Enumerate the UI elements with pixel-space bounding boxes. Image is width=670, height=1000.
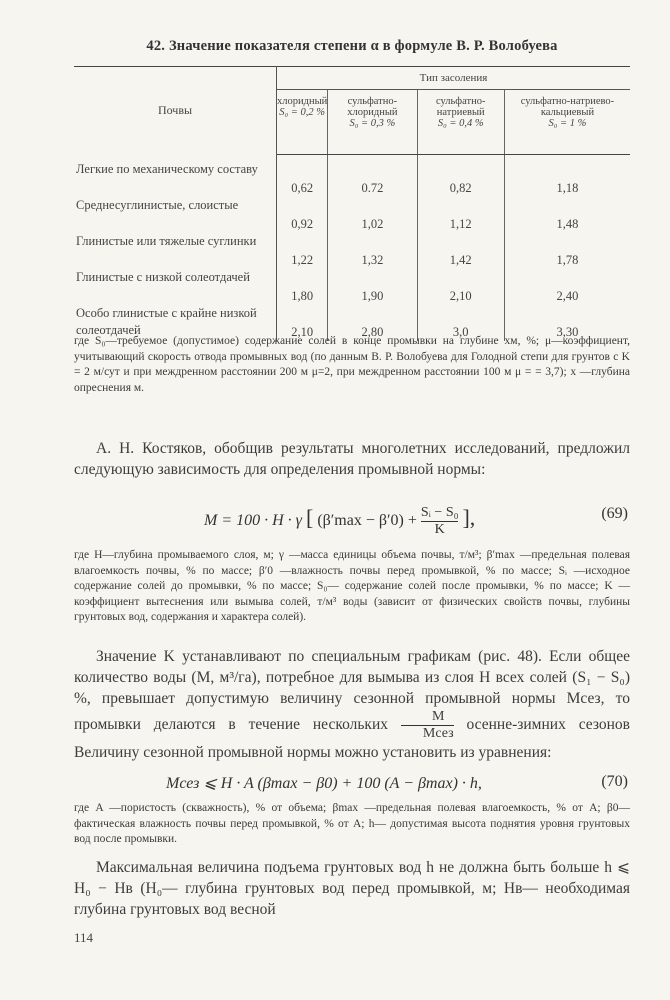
col-header: сульфатно-хлоридный S₀ = 0,3 % (328, 90, 417, 155)
table-row: Глинистые или тяжелые суглинки 1,22 1,32 1,42 1,78 (76, 234, 579, 267)
table-title: 42. Значение показателя степени α в формуле В. Р. Волобуева (146, 38, 558, 54)
formula-69-legend: где H—глубина промываемого слоя, м; γ —масса единицы объема почвы, т/м³; β′max —предельная полевая влагоемкость почвы, % по массе; β′0 —влажность почвы перед промывкой, % по массе; Sᵢ —исходное содержание солей до промывки, % по массе; S₀— содержание солей после промывки, % по массе; K — коэффициент вытеснения или вымыва солей, т/м³ воды (зависит от физических свойств почвы, глубины грунтовых вод, содержания и характера солей). (74, 549, 630, 624)
formula-69: M = 100 · H · γ [ (β′max − β′0) + $\frac{\text{Sᵢ − S₀}}{K}$ ], (69) (204, 505, 628, 537)
col-header: сульфатно-натриевый S₀ = 0,4 % (417, 90, 504, 155)
alpha-table (74, 66, 630, 341)
paragraph-groundwater: Максимальная величина подъема грунтовых вод h не должна быть больше h ⩽ H₀ − Hв (H₀— глубина грунтовых вод перед промывкой, м; Hв— необходимая глубина грунтовых вод весной (74, 859, 630, 918)
header-salinity-type: Тип засоления (277, 67, 631, 90)
paragraph-k-value: Значение K устанавливают по специальным графикам (рис. 48). Если общее количество воды (M, м³/га), потребное для вымыва из слоя H всех солей (S₁ − S₀) %, превышает допустимую величину сезонной промывной нормы Mсез, то промывки делаются в течение нескольких $\frac{M}{\text{Mсез}}$ осенне-зимних сезонов Величину сезонной промывной нормы можно установить из уравнения: (74, 648, 630, 761)
table-footnote: где S₀—требуемое (допустимое) содержание солей в конце промывки на глубине xм, %; μ—коэффициент, учитывающий скорость отвода промывных вод (по данным В. Р. Волобуева для Голодной степи для грунтов с K = 2 м/сут и при междренном расстоянии 200 м μ=2, при междренном расстоянии 100 м μ = = 3,7); x —глубина опреснения м. (74, 335, 630, 394)
paragraph-kostyakov: А. Н. Костяков, обобщив результаты многолетних исследований, предложил следующую зависимость для определения промывной нормы: (74, 440, 630, 478)
formula-70: Mсез ⩽ H · A (βmax − β0) + 100 (A − βmax) · h, (70) (166, 773, 628, 792)
col-header: сульфатно-натриево-кальциевый S₀ = 1 % (504, 90, 630, 155)
formula-70-legend: где A —пористость (скважность), % от объема; βmax —предельная полевая влагоемкость, % от A; β0— фактическая влажность почвы перед промывкой, % от A; h— допустимая высота поднятия уровня грунтовых вод после промывки. (74, 802, 630, 846)
col-header: хлоридный S₀ = 0,2 % (277, 90, 328, 155)
table-row: Легкие по механическому составу 0,62 0.72 0,82 1,18 (74, 155, 630, 198)
header-soils: Почвы (74, 67, 277, 155)
table-row: Особо глинистые с крайне низкой солеотдачей 2,10 2,80 3,0 3,30 (76, 306, 579, 339)
page-number: 114 (74, 930, 94, 945)
table-row: Глинистые с низкой солеотдачей 1,80 1,90 2,10 2,40 (76, 270, 579, 303)
table-row: Среднесуглинистые, слоистые 0,92 1,02 1,12 1,48 (76, 198, 579, 231)
